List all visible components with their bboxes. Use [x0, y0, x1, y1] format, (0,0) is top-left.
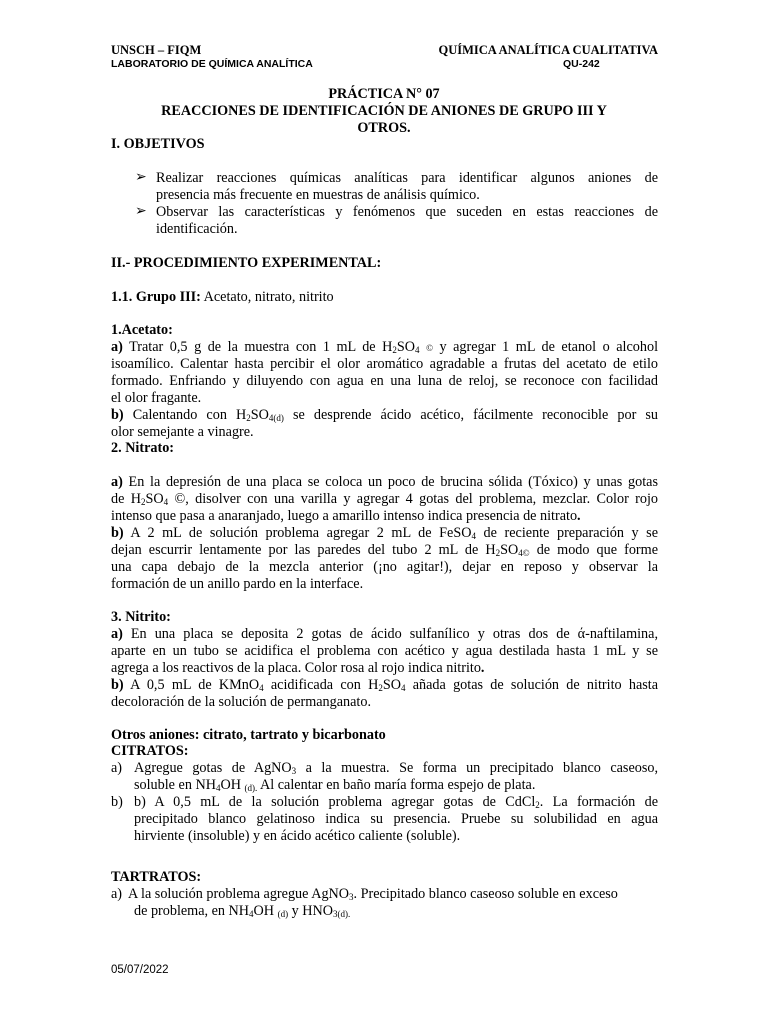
- acetato-b-line2: olor semejante a vinagre.: [111, 424, 254, 440]
- acetato-b-line1: b) Calentando con $H_2SO_{4(d)}$ se desprende ácido acético, fácilmente reconocible por su: [111, 407, 658, 423]
- footer-date: 05/07/2022: [111, 964, 169, 976]
- bullet-arrow-icon: ➢: [135, 169, 147, 185]
- section-procedimiento-heading: II.- PROCEDIMIENTO EXPERIMENTAL:: [111, 255, 382, 271]
- objective-1-line2: presencia más frecuente en muestras de análisis químico.: [156, 187, 480, 203]
- header-course: QUÍMICA ANALÍTICA CUALITATIVA: [438, 43, 658, 57]
- nitrato-b-line3: una capa debajo de la mezcla anterior (¡no agitar!), dejar en reposo y observar la: [111, 559, 658, 575]
- objective-1-line1: Realizar reacciones químicas analíticas para identificar algunos aniones de: [156, 170, 658, 186]
- nitrito-a-line1: a) En una placa se deposita 2 gotas de ácido sulfanílico y otras dos de ά-naftilamina,: [111, 626, 658, 642]
- objective-2-line1: Observar las características y fenómenos que suceden en estas reacciones de: [156, 204, 658, 220]
- otros-aniones-heading: Otros aniones: citrato, tartrato y bicarbonato: [111, 727, 386, 743]
- citratos-b-line2: precipitado blanco gelatinoso indica su presencia. Pruebe su solubilidad en agua: [134, 811, 658, 827]
- acetato-a-line2: isoamílico. Calentar hasta percibir el olor aromático agradable a frutas del acetato de etilo: [111, 356, 658, 372]
- objective-2-line2: identificación.: [156, 221, 238, 237]
- nitrito-a-line3: agrega a los reactivos de la placa. Color rosa al rojo indica nitrito.: [111, 660, 485, 676]
- citratos-heading: CITRATOS:: [111, 743, 189, 759]
- citratos-a-label: a): [111, 760, 123, 776]
- nitrato-b-line1: b) A 2 mL de solución problema agregar 2 mL de FeSO$_4$ de reciente preparación y se: [111, 525, 658, 541]
- header-institution: UNSCH – FIQM: [111, 43, 202, 57]
- bullet-arrow-icon: ➢: [135, 203, 147, 219]
- tartratos-heading: TARTRATOS:: [111, 869, 202, 885]
- acetato-a-line4: el olor fragante.: [111, 390, 202, 406]
- acetato-heading: 1.Acetato:: [111, 322, 173, 338]
- header-lab: LABORATORIO DE QUÍMICA ANALÍTICA: [111, 58, 313, 70]
- nitrato-heading: 2. Nitrato:: [111, 440, 175, 456]
- practice-title-line1: REACCIONES DE IDENTIFICACIÓN DE ANIONES DE GRUPO III Y: [161, 103, 607, 119]
- citratos-b-line1: b) A 0,5 mL de la solución problema agregar gotas de CdCl$_2$. La formación de: [134, 794, 658, 810]
- nitrato-a-line2: de $H_2SO_4$ ©, disolver con una varilla y agregar 4 gotas del problema, mezclar. Color rojo: [111, 491, 659, 507]
- nitrito-a-line2: aparte en un tubo se acidifica el problema con acético y agua destilada hasta 1 mL y se: [111, 643, 658, 659]
- practice-title-line2: OTROS.: [357, 120, 411, 136]
- acetato-a-line3: formado. Enfriando y diluyendo con agua en una luna de reloj, se reconoce con facilidad: [111, 373, 658, 389]
- tartratos-a-line2: de problema, en $NH_4OH$ $_{(d)}$ y $HNO_{3(d).}$: [134, 903, 351, 919]
- citratos-b-label: b): [111, 794, 123, 810]
- acetato-a-line1: a) Tratar 0,5 g de la muestra con 1 mL de $H_2SO_4$ © y agregar 1 mL de etanol o alcohol: [111, 339, 659, 355]
- nitrato-a-line1: a) En la depresión de una placa se coloca un poco de brucina sólida (Tóxico) y unas gotas: [111, 474, 658, 490]
- citratos-b-line3: hirviente (insoluble) y en ácido acético caliente (soluble).: [134, 828, 461, 844]
- nitrito-b-line1: b) A 0,5 mL de KMnO$_4$ acidificada con $H_2SO_4$ añada gotas de solución de nitrito hasta: [111, 677, 659, 693]
- section-objetivos-heading: I. OBJETIVOS: [111, 136, 205, 152]
- grupo-iii-line: 1.1. Grupo III: Acetato, nitrato, nitrito: [111, 289, 334, 305]
- citratos-a-line2: soluble en $NH_4OH$ $_{(d).}$ Al calentar en baño maría forma espejo de plata.: [134, 777, 536, 793]
- citratos-a-line1: Agregue gotas de AgNO$_3$ a la muestra. Se forma un precipitado blanco caseoso,: [134, 760, 659, 776]
- tartratos-a-line1: A la solución problema agregue AgNO$_3$. Precipitado blanco caseoso soluble en exceso: [128, 886, 618, 902]
- header-code: QU-242: [563, 58, 600, 70]
- nitrito-b-line2: decoloración de la solución de permanganato.: [111, 694, 372, 710]
- nitrito-heading: 3. Nitrito:: [111, 609, 171, 625]
- nitrato-a-line3: intenso que pasa a anaranjado, luego a amarillo intenso indica presencia de nitrato.: [111, 508, 581, 524]
- nitrato-b-line2: dejan escurrir lentamente por las paredes del tubo 2 mL de $H_2SO_{4©}$ de modo que forme: [111, 542, 658, 558]
- practice-number: PRÁCTICA N° 07: [328, 86, 440, 102]
- nitrato-b-line4: formación de un anillo pardo en la interface.: [111, 576, 364, 592]
- tartratos-a-label: a): [111, 886, 123, 902]
